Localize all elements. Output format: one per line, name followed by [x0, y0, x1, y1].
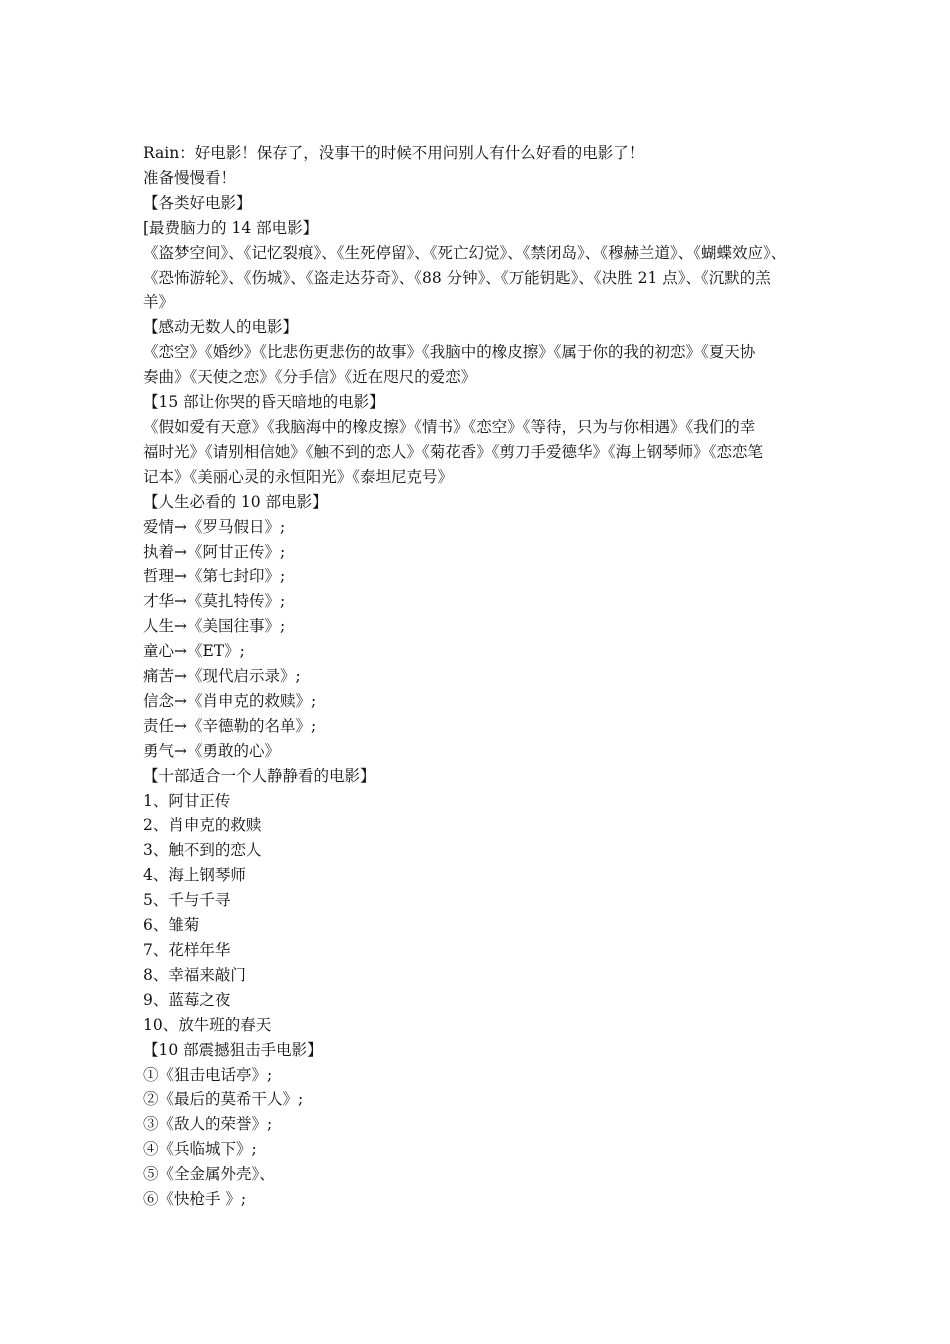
section-heading: [最费脑力的 14 部电影】: [143, 218, 319, 237]
list-item: 人生→《美国往事》;: [143, 617, 286, 636]
list-item: 哲理→《第七封印》;: [143, 567, 286, 586]
movie-list-line: 福时光》《请别相信她》《触不到的恋人》《菊花香》《剪刀手爱德华》《海上钢琴师》《恋恋笔: [143, 442, 764, 461]
movie-list-line: 记本》《美丽心灵的永恒阳光》《泰坦尼克号》: [143, 467, 454, 486]
list-item: ⑤《全金属外壳》、: [143, 1165, 275, 1184]
list-item: 童心→《ET》;: [143, 642, 245, 661]
list-item: 执着→《阿甘正传》;: [143, 542, 286, 561]
movie-list-line: 羊》: [143, 293, 175, 312]
list-item: 爱情→《罗马假日》;: [143, 517, 286, 536]
list-item: 6、雏菊: [143, 916, 200, 935]
movie-list-line: 《盗梦空间》、《记忆裂痕》、《生死停留》、《死亡幻觉》、《禁闭岛》、《穆赫兰道》、《蝴蝶效应》、: [143, 243, 787, 262]
list-item: 3、触不到的恋人: [143, 841, 262, 860]
list-item: ①《狙击电话亭》;: [143, 1065, 273, 1084]
list-item: 勇气→《勇敢的心》: [143, 741, 280, 760]
list-item: ③《敌人的荣誉》;: [143, 1115, 273, 1134]
list-item: 10、放牛班的春天: [143, 1015, 272, 1034]
list-item: 9、蓝莓之夜: [143, 990, 231, 1009]
list-item: ④《兵临城下》;: [143, 1140, 257, 1159]
section-heading: 【人生必看的 10 部电影】: [143, 492, 328, 511]
section-heading: 【感动无数人的电影】: [143, 318, 299, 337]
list-item: 5、千与千寻: [143, 891, 231, 910]
movie-list-line: 《假如爱有天意》《我脑海中的橡皮擦》《情书》《恋空》《等待，只为与你相遇》《我们的幸: [143, 417, 756, 436]
section-heading: 【15 部让你哭的昏天暗地的电影】: [143, 393, 385, 412]
list-item: 1、阿甘正传: [143, 791, 231, 810]
intro-line: 准备慢慢看！: [143, 168, 237, 187]
list-item: 信念→《肖申克的救赎》;: [143, 691, 317, 710]
list-item: ②《最后的莫希干人》;: [143, 1090, 304, 1109]
document-body: [143, 141, 815, 1212]
list-item: 痛苦→《现代启示录》;: [143, 667, 301, 686]
list-item: 4、海上钢琴师: [143, 866, 246, 885]
list-item: 2、肖申克的救赎: [143, 816, 262, 835]
list-item: 8、幸福来敲门: [143, 965, 246, 984]
section-heading: 【10 部震撼狙击手电影】: [143, 1040, 323, 1059]
list-item: ⑥《快枪手 》;: [143, 1190, 247, 1209]
intro-line: Rain：好电影！保存了，没事干的时候不用问别人有什么好看的电影了！: [143, 144, 645, 162]
movie-list-line: 《恐怖游轮》、《伤城》、《盗走达芬奇》、《88 分钟》、《万能钥匙》、《决胜 21 点》、《沉默的羔: [143, 268, 771, 287]
movie-list-line: 《恋空》《婚纱》《比悲伤更悲伤的故事》《我脑中的橡皮擦》《属于你的我的初恋》《夏天协: [143, 343, 756, 362]
list-item: 7、花样年华: [143, 941, 231, 959]
movie-list-line: 奏曲》《天使之恋》《分手信》《近在咫尺的爱恋》: [143, 368, 477, 387]
list-item: 责任→《辛德勒的名单》;: [143, 716, 317, 735]
list-item: 才华→《莫扎特传》;: [143, 592, 286, 611]
section-heading: 【十部适合一个人静静看的电影】: [143, 766, 376, 785]
section-heading: 【各类好电影】: [143, 193, 252, 212]
